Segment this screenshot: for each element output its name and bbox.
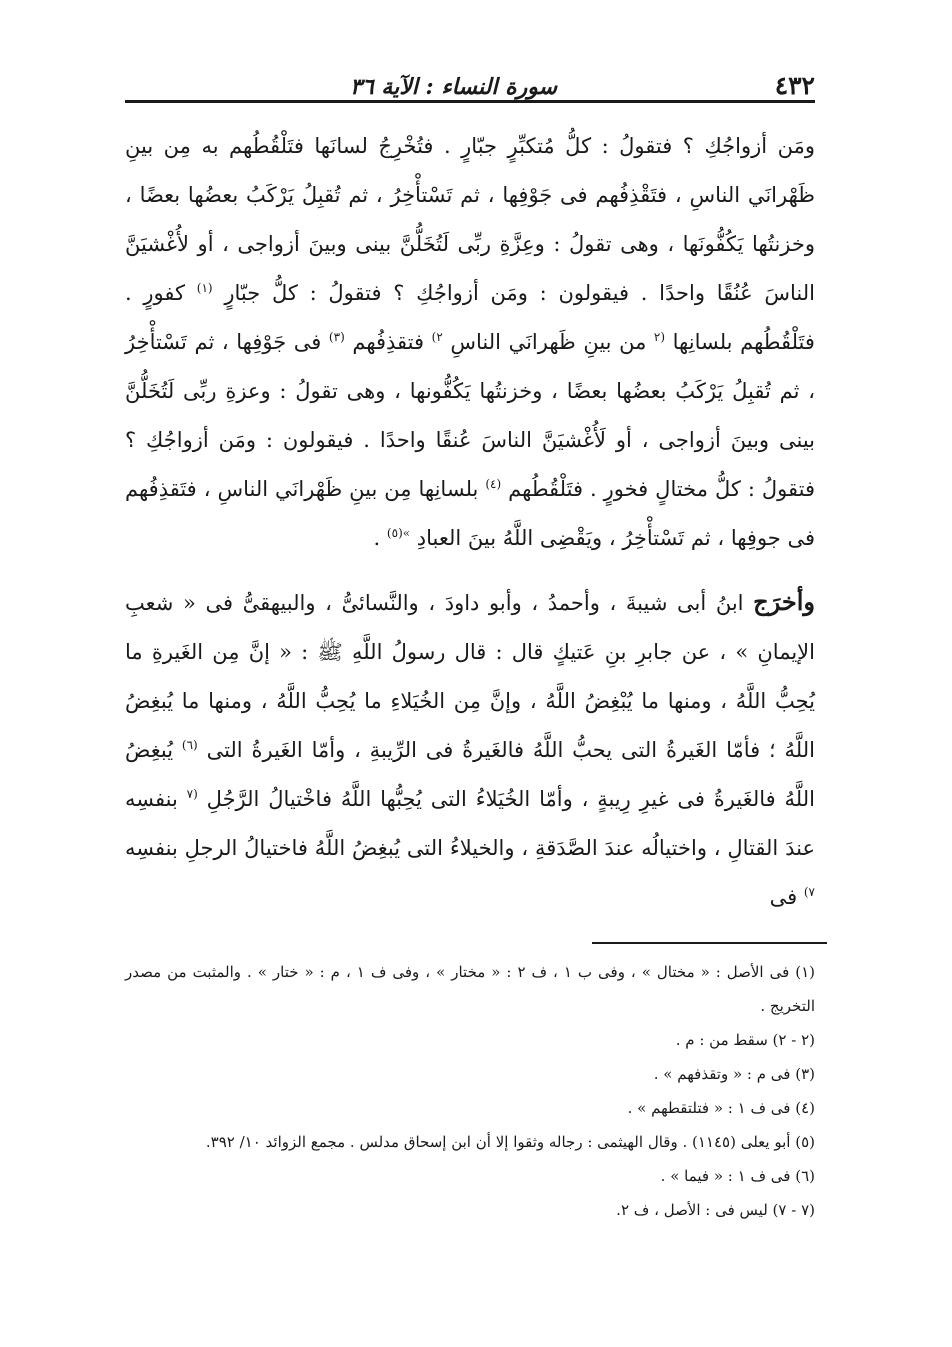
footnote-6: (٦) فى ف ١ : « فيما » . bbox=[660, 1167, 815, 1185]
page-number: ٤٣٢ bbox=[774, 71, 815, 100]
text-run: بلسانِها مِن بينِ ظَهْرانَي الناسِ ، فتَقذِفُهم فى جوفِها ، ثم تَسْتأْخِرُ ، ويَقْضِى اللَّهُ بينَ العبادِ bbox=[125, 477, 815, 550]
footnote-ref-7-close: ٧) bbox=[803, 885, 815, 899]
footnote-7: (٧ - ٧) ليس فى : الأصل ، ف ٢. bbox=[616, 1201, 815, 1219]
footnote-ref-4: (٤) bbox=[485, 477, 502, 491]
paragraph-2 bbox=[125, 577, 815, 922]
footnote-ref-5: »(٥) bbox=[386, 526, 411, 540]
paragraph-1 bbox=[125, 122, 815, 563]
lead-word: وأخرَج bbox=[753, 587, 815, 616]
text-run: فى جَوْفِها ، ثم تَسْتأْخِرُ ، ثم تُقبِلُ يَرْكَبُ بعضُها بعضًا ، وخزنتُها يَكُفُّونها ، وهى تقولُ : وعزةِ ربِّى لَتُخَلُّنَّ بينى وبينَ أزواجى ، أو لَأُغْشيَنَّ الناسَ عُنقًا واحدًا . فيقولون : ومَن أزواجُكِ ؟ فتقولُ : كلُّ مختالٍ فخورٍ . فتَلْقُطُهم bbox=[125, 330, 815, 501]
footnote-ref-1: (١) bbox=[196, 281, 213, 295]
text-run: فتقذِفُهم bbox=[352, 330, 425, 354]
footnote-4: (٤) فى ف ١ : « فتلتقطهم » . bbox=[627, 1099, 815, 1117]
text-run: يُبغِضُ اللَّهُ فالغَيرةُ فى غيرِ رِيبةٍ ، وأمّا الخُيَلاءُ التى يُحِبُّها اللَّهُ فاخْتيالُ الرَّجُلِ bbox=[125, 738, 815, 811]
text-run: ابنُ أبى شيبةَ ، وأحمدُ ، وأبو داودَ ، والنَّسائىُّ ، والبيهقىُّ فى « شعبِ الإيمانِ » ، عن جابرِ بنِ عَتيكٍ قال : قال رسولُ اللَّهِ ﷺ : « إنَّ مِن الغَيرةِ ما يُحِبُّ اللَّهُ ، ومنها ما يُبْغِضُ اللَّهُ ، وإنَّ مِن الخُيَلاءِ ما يُحِبُّ اللَّهُ ، ومنها ما يُبغِضُ اللَّهُ ؛ فأمّا الغَيرةُ التى يحبُّ اللَّهُ فالغَيرةُ فى الرِّيبةِ ، وأمّا الغَيرةُ التى bbox=[125, 591, 815, 762]
footnote-5: (٥) أبو يعلى (١١٤٥) . وقال الهيثمى : رجاله وثقوا إلا أن ابن إسحاق مدلس . مجمع الزوائد ١٠/ ٣٩٢. bbox=[205, 1133, 815, 1151]
footnote-rule bbox=[592, 942, 827, 944]
text-run: كفورٍ . فتَلْقُطُهم بلسانِها bbox=[125, 281, 815, 354]
header-rule bbox=[125, 100, 815, 103]
main-text bbox=[125, 122, 815, 922]
text-run: بنفسِه عندَ القتالِ ، واختيالُه عندَ الصَّدَقةِ ، والخيلاءُ التى يُبغِضُ اللَّهُ فاختيالُ الرجلِ بنفسِه bbox=[125, 787, 815, 860]
footnote-2: (٢ - ٢) سقط من : م . bbox=[675, 1031, 815, 1049]
text-run: ومَن أزواجُكِ ؟ فتقولُ : كلُّ مُتكبِّرٍ جبّارٍ . فتُخْرِجُ لسانَها فتَلْقُطُهم به مِن بينِ ظَهْرانَي الناسِ ، فتَقْذِفُهم فى جَوْفِها ، ثم تَسْتأْخِرُ ، ثم تُقبِلُ يَرْكَبُ بعضُها بعضًا ، وخزنتُها يَكُفُّونَها ، وهى تقولُ : وعِزَّةِ ربِّى لَتُخَلُّنَّ بينى وبينَ أزواجى ، أو لأُغْشيَنَّ الناسَ عُنُقًا واحدًا . فيقولون : ومَن أزواجُكِ ؟ فتقولُ : كلُّ جبّارٍ bbox=[125, 134, 815, 305]
running-title: سورة النساء : الآية ٣٦ bbox=[350, 74, 558, 100]
footnotes bbox=[125, 955, 815, 1227]
text-run: فى bbox=[769, 885, 798, 909]
text-run: . bbox=[373, 526, 381, 550]
text-run: من بينِ ظَهرانَي الناسِ bbox=[450, 330, 647, 354]
footnote-ref-2-open: (٢ bbox=[653, 330, 666, 344]
footnote-ref-2-close: ٢) bbox=[431, 330, 443, 344]
footnote-1: (١) فى الأصل : « مختال » ، وفى ب ١ ، ف ٢ : « مختار » ، وفى ف ١ ، م : « ختار » . والمثبت من مصدر التخريج . bbox=[125, 963, 816, 1015]
footnote-ref-6: (٦) bbox=[181, 738, 198, 752]
footnote-3: (٣) فى م : « وتقذفهم » . bbox=[653, 1065, 815, 1083]
footnote-ref-7-open: (٧ bbox=[186, 787, 198, 801]
footnote-ref-3: (٣) bbox=[328, 330, 345, 344]
page-header bbox=[125, 40, 815, 100]
